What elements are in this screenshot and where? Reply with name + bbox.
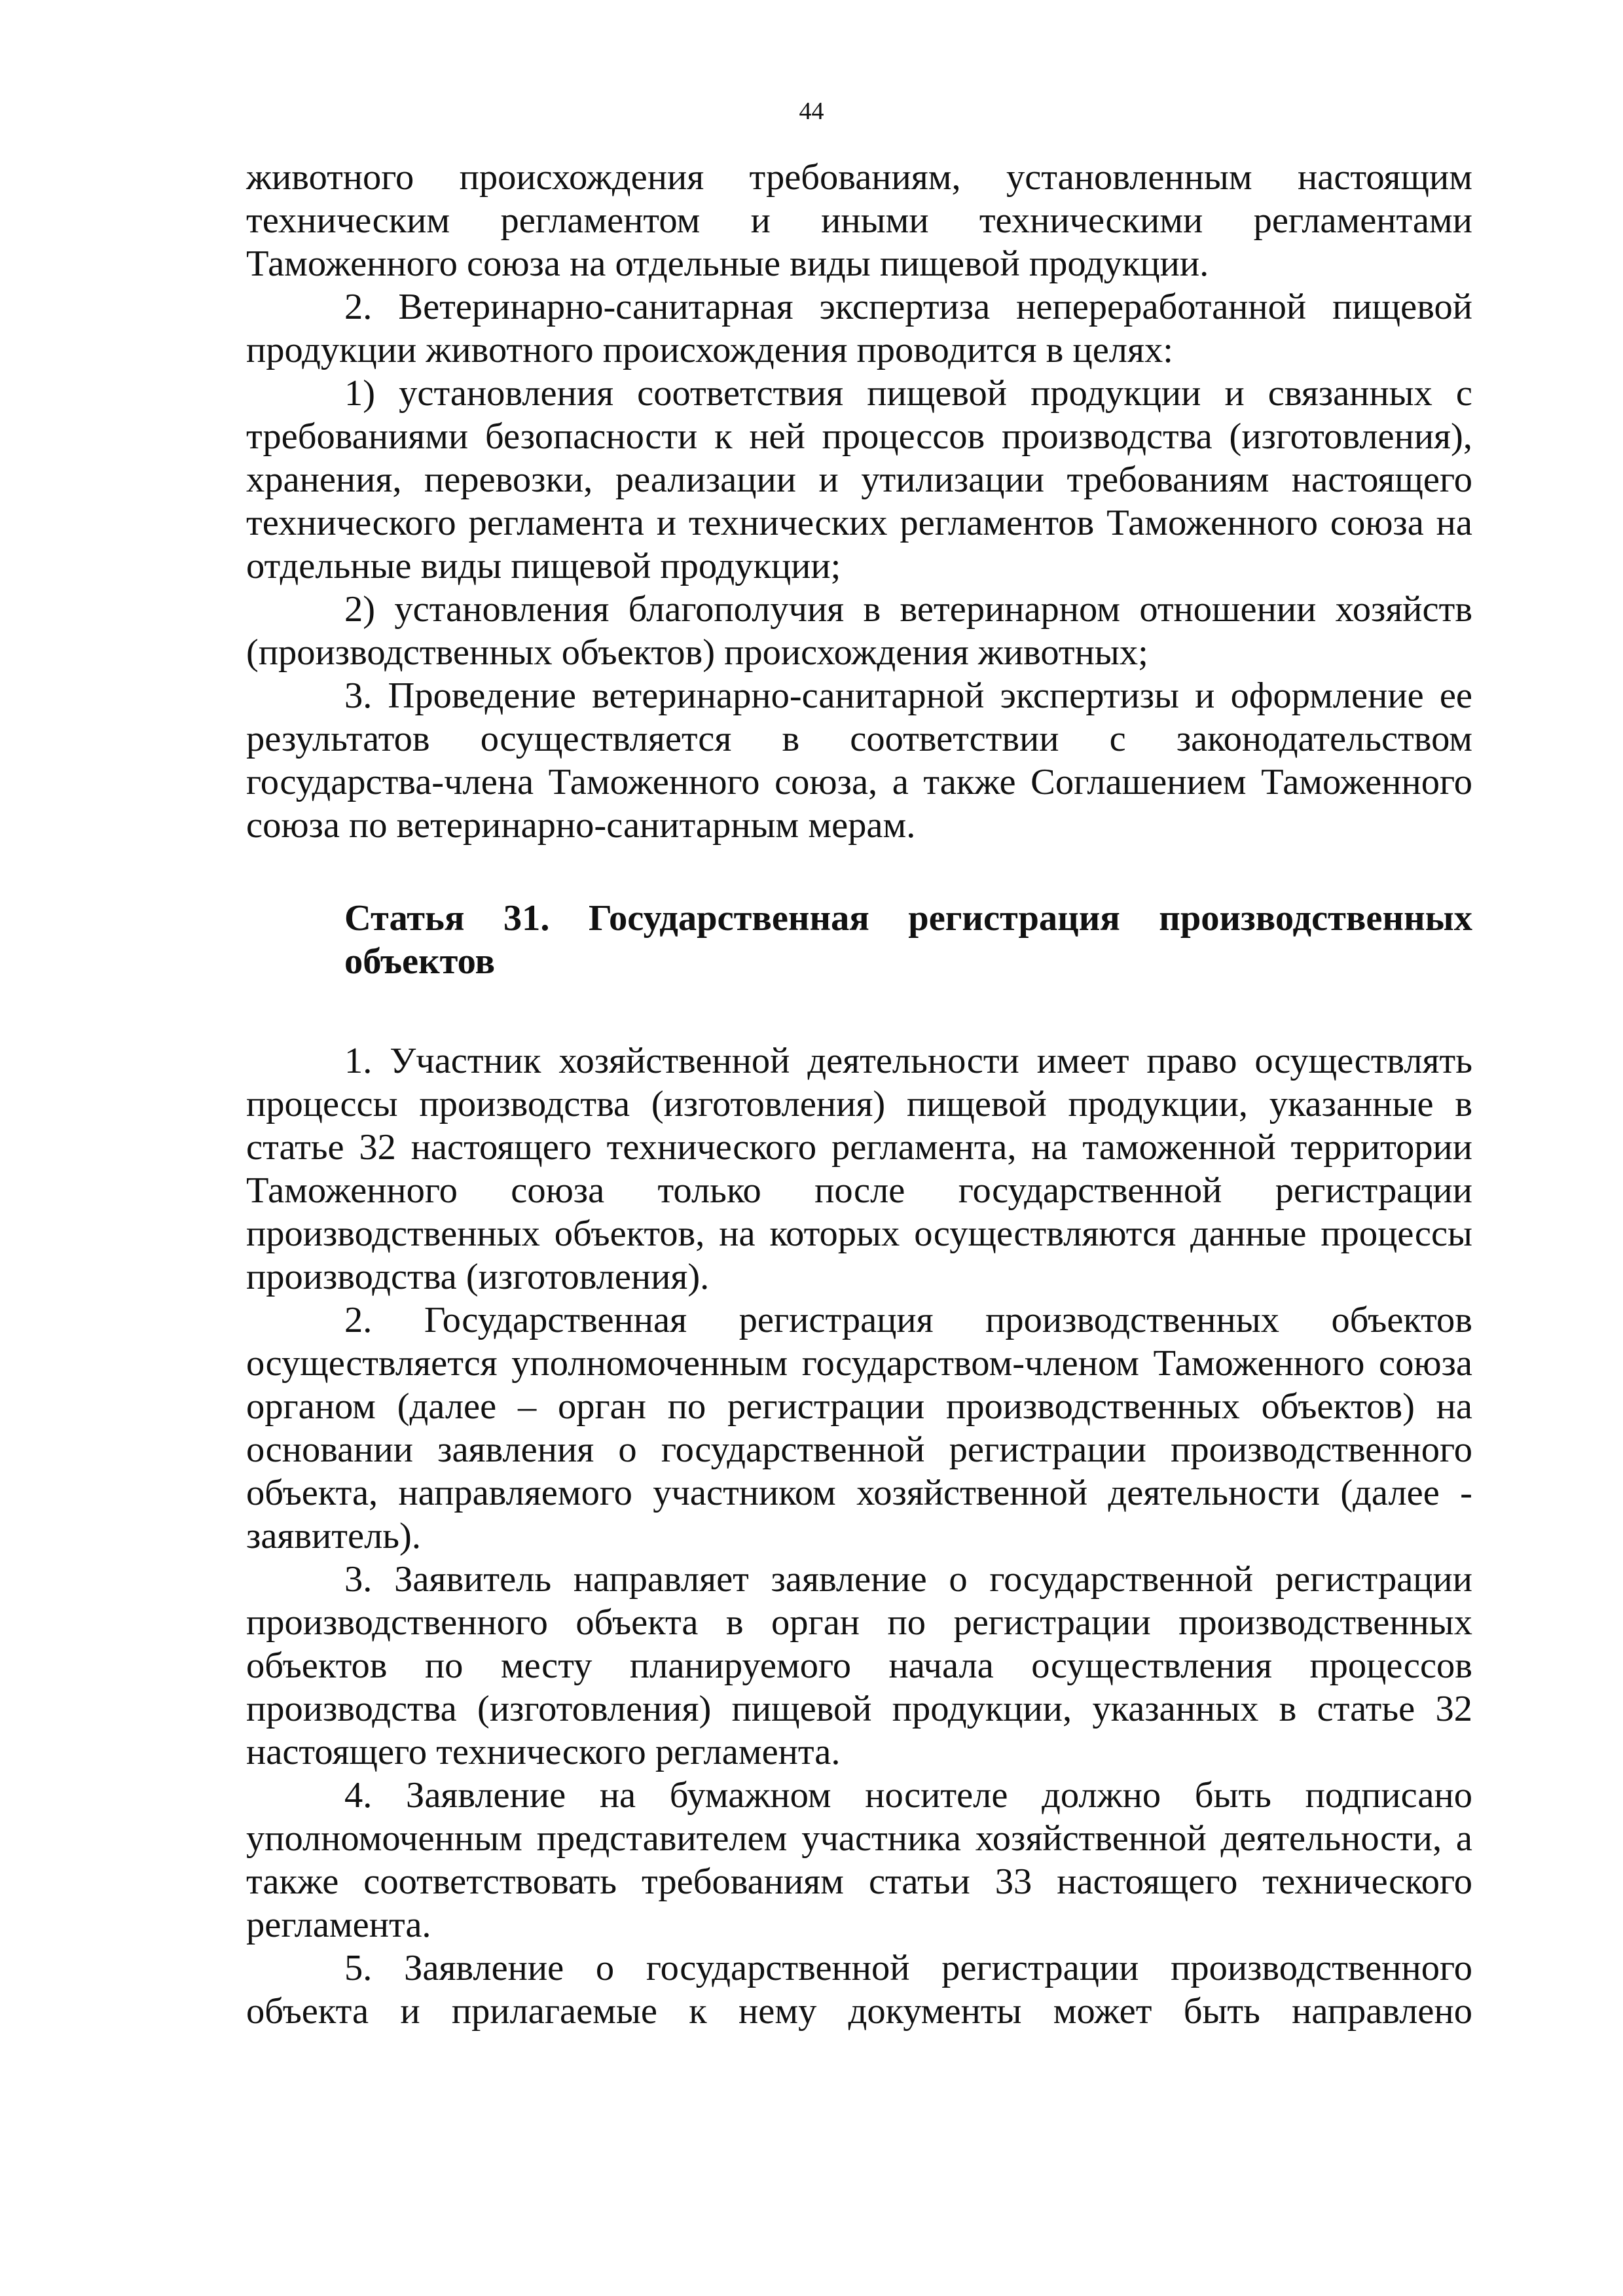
paragraph-continuation: животного происхождения требованиям, установленным настоящим техническим регламентом и иными техническими регламентами Таможенного союза на отдельные виды пищевой продукции. bbox=[246, 157, 1472, 284]
paragraph-article-item-2: 2. Государственная регистрация производственных объектов осуществляется уполномоченным государством-членом Таможенного союза органом (далее – орган по регистрации производственных объектов) на основании заявления о государственной регистрации производственного объекта, направляемого участником хозяйственной деятельности (далее - заявитель). bbox=[246, 1300, 1472, 1556]
article-label: Статья 31 bbox=[344, 898, 541, 939]
paragraph-subitem-2: 2) установления благополучия в ветеринарном отношении хозяйств (производственных объектов) происхождения животных; bbox=[246, 589, 1472, 673]
paragraph-article-item-4: 4. Заявление на бумажном носителе должно быть подписано уполномоченным представителем участника хозяйственной деятельности, а также соответствовать требованиям статьи 33 настоящего технического регламента. bbox=[246, 1775, 1472, 1945]
paragraph-article-item-1: 1. Участник хозяйственной деятельности имеет право осуществлять процессы производства (изготовления) пищевой продукции, указанные в статье 32 настоящего технического регламента, на таможенной территории Таможенного союза только после государственной регистрации производственных объектов, на которых осуществляются данные процессы производства (изготовления). bbox=[246, 1041, 1472, 1297]
paragraph-subitem-1: 1) установления соответствия пищевой продукции и связанных с требованиями безопасности к ней процессов производства (изготовления), хранения, перевозки, реализации и утилизации требованиям настоящего технического регламента и технических регламентов Таможенного союза на отдельные виды пищевой продукции; bbox=[246, 373, 1472, 586]
paragraph-article-item-5: 5. Заявление о государственной регистрации производственного объекта и прилагаемые к нему документы может быть направлено bbox=[246, 1948, 1472, 2032]
document-body bbox=[246, 156, 1472, 2033]
article-title: . Государственная регистрация производственных объектов bbox=[344, 898, 1472, 982]
paragraph-item-3: 3. Проведение ветеринарно-санитарной экспертизы и оформление ее результатов осуществляется в соответствии с законодательством государства-члена Таможенного союза, а также Соглашением Таможенного союза по ветеринарно-санитарным мерам. bbox=[246, 675, 1472, 846]
paragraph-article-item-3: 3. Заявитель направляет заявление о государственной регистрации производственного объекта в орган по регистрации производственных объектов по месту планируемого начала осуществления процессов производства (изготовления) пищевой продукции, указанных в статье 32 настоящего технического регламента. bbox=[246, 1559, 1472, 1772]
page-number: 44 bbox=[799, 98, 824, 125]
paragraph-item-2: 2. Ветеринарно-санитарная экспертиза непереработанной пищевой продукции животного происхождения проводится в целях: bbox=[246, 287, 1472, 370]
article-heading bbox=[344, 897, 1472, 983]
